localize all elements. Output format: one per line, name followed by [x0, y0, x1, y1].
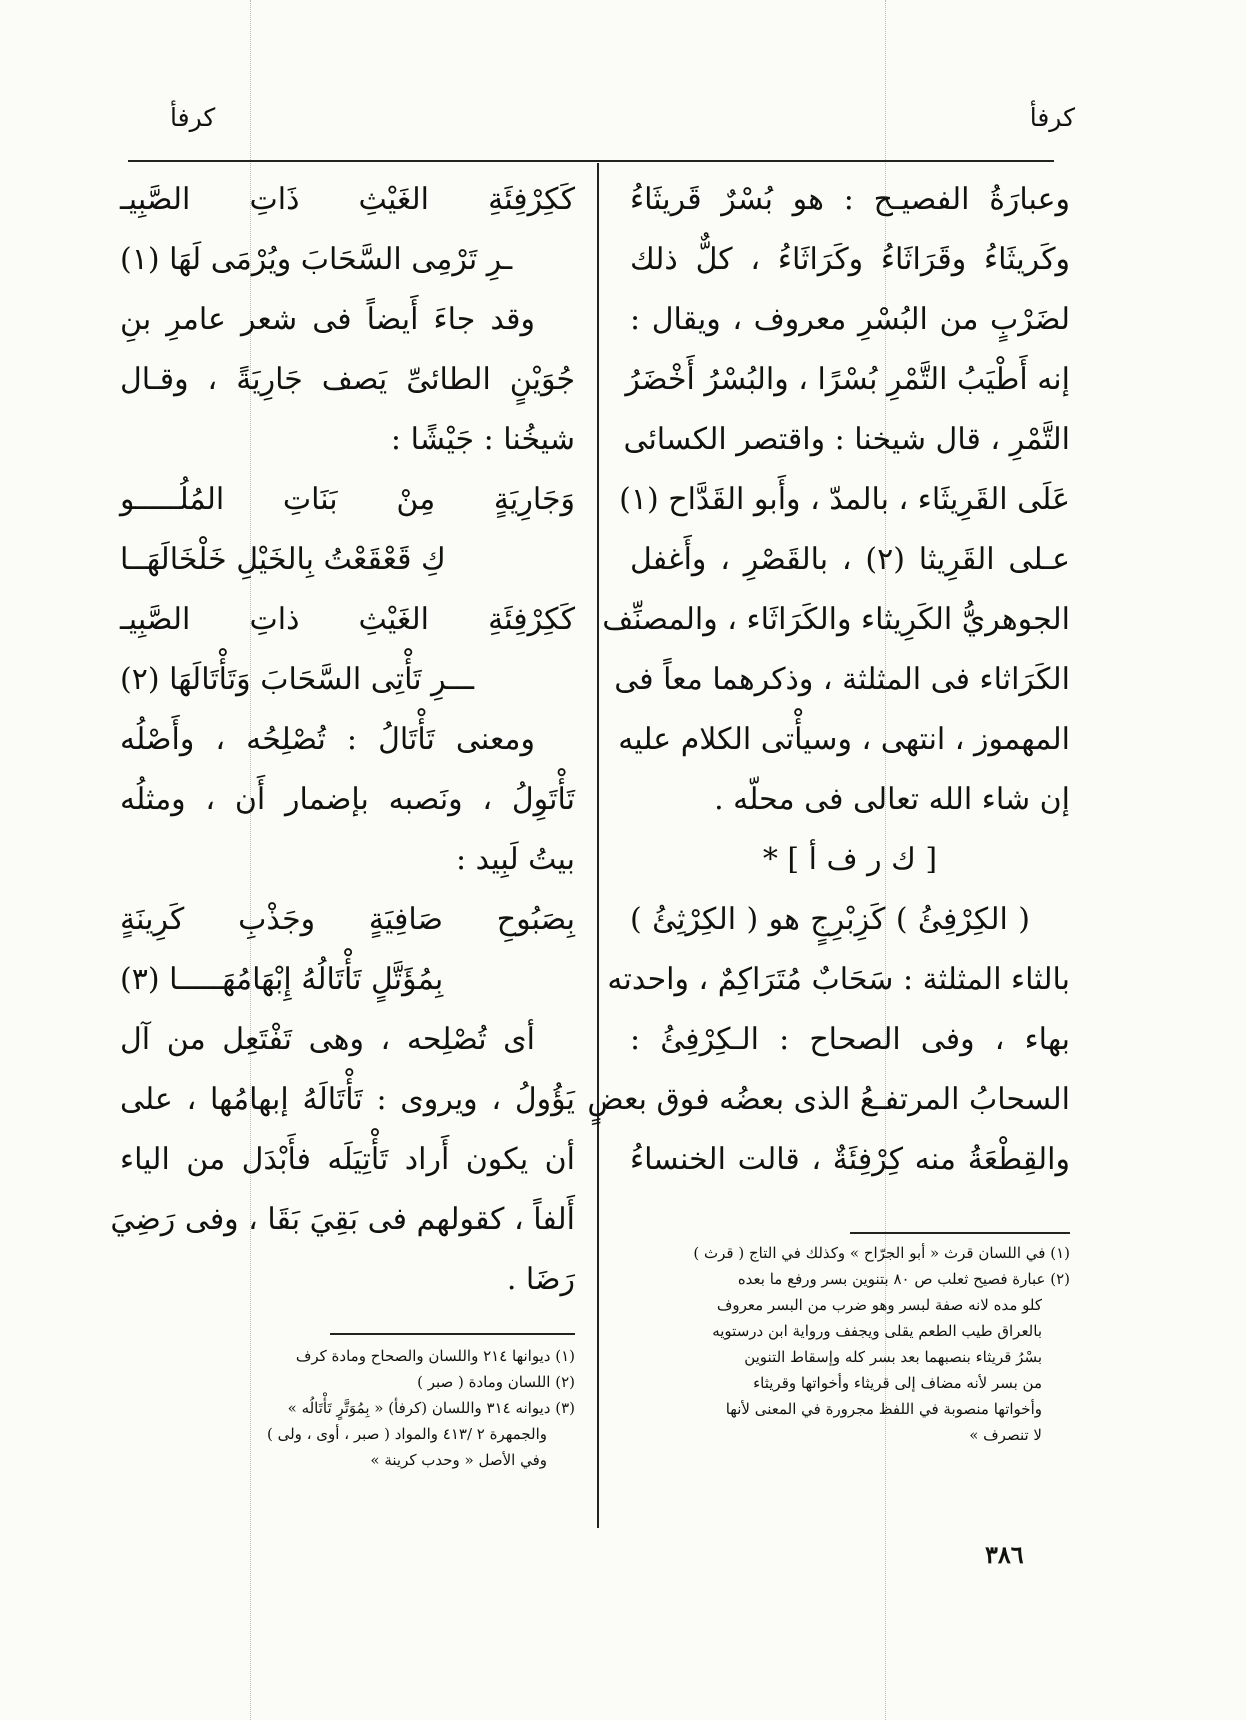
verse-line: ـرِ تَرْمِى السَّحَابَ ويُرْمَى لَهَا (١) — [120, 242, 513, 277]
footnote: (٢) اللسان ومادة ( صبر ) — [417, 1373, 575, 1391]
footnote-continuation: وأخواتها منصوبة في اللفظ مجرورة في المعنى لأنها — [725, 1400, 1042, 1418]
verse-line: وَجَارِيَةٍ مِنْ بَنَاتِ المُلُـــــو — [120, 482, 575, 517]
footnote-continuation: كلو مده لانه صفة لبسر وهو ضرب من البسر معروف — [716, 1296, 1042, 1314]
verse-line: بِمُؤَتَّلٍ تَأْتَالُهُ إِبْهَامُهَـــــا (٣) — [120, 962, 444, 997]
footnote-rule — [330, 1333, 575, 1335]
text-line: وكَريثَاءُ وقَرَاثَاءُ وكَرَاثَاءُ ، كلٌّ ذلك — [630, 242, 1070, 277]
right-column — [587, 170, 1071, 1190]
running-header-left: كرفأ — [170, 103, 216, 132]
page-number: ٣٨٦ — [985, 1540, 1024, 1569]
text-line: السحابُ المرتفـعُ الذى بعضُه فوق بعضٍ — [587, 1082, 1070, 1117]
footnotes-left — [150, 1343, 575, 1473]
header-rule — [128, 160, 1054, 162]
text-line: شيخُنا : جَيْشًا : — [390, 422, 575, 457]
text-line: ( الكِرْفِئُ ) كَزِبْرِجٍ هو ( الكِرْثِئُ ) — [630, 902, 1030, 937]
text-line: تَأْتَوِلُ ، ونَصبه بإضمار أَن ، ومثلُه — [120, 782, 575, 817]
text-line: عـلى القَرِيثا (٢) ، بالقَصْرِ ، وأَغفل — [630, 542, 1071, 577]
column-divider — [597, 163, 599, 1528]
text-line: الكَرَاثاء فى المثلثة ، وذكرهما معاً فى — [614, 662, 1070, 697]
text-line: أن يكون أَراد تَأْتِيَلَه فأَبْدَل من الياء — [120, 1142, 575, 1177]
text-line: أى تُصْلِحه ، وهى تَفْتَعِل من آل — [120, 1022, 535, 1057]
text-line: ومعنى تَأْتَالُ : تُصْلِحُه ، وأَصْلُه — [120, 722, 535, 757]
text-line: الجوهريُّ الكَرِيثاء والكَرَاثَاء ، والمصنِّف — [602, 602, 1070, 637]
footnote-continuation: من بسر لأنه مضاف إلى قريثاء وأخواتها وقريثاء — [753, 1374, 1042, 1392]
text-line: يَؤُولُ ، ويروى : تَأْتَالَهُ إبهامُها ، على — [120, 1082, 575, 1117]
running-header-right: كرفأ — [1029, 103, 1075, 132]
text-line: أَلفاً ، كقولهم فى بَقِيَ بَقَا ، وفى رَضِيَ — [110, 1202, 575, 1237]
text-line: لضَرْبٍ من البُسْرِ معروف ، ويقال : — [630, 302, 1070, 337]
text-line: إنه أَطْيَبُ التَّمْرِ بُسْرًا ، والبُسْرُ أَخْضَرُ — [625, 362, 1070, 397]
text-line: عَلَى القَرِيثَاء ، بالمدّ ، وأَبو القَدَّاح (١) — [619, 482, 1070, 517]
footnote-rule — [850, 1232, 1070, 1234]
text-line: والقِطْعَةُ منه كِرْفِئَةٌ ، قالت الخنساءُ — [630, 1142, 1070, 1177]
text-line: بهاء ، وفى الصحاح : الـكِرْفِئُ : — [630, 1022, 1070, 1057]
verse-line: بِصَبُوحِ صَافِيَةٍ وجَذْبِ كَرِينَةٍ — [120, 902, 575, 937]
footnote-continuation: وفي الأصل « وحدب كرينة » — [370, 1451, 547, 1469]
text-line: بالثاء المثلثة : سَحَابٌ مُتَرَاكِمٌ ، واحدته — [607, 962, 1070, 997]
text-line: وقد جاءَ أَيضاً فى شعر عامرِ بنِ — [120, 302, 535, 337]
footnote: (١) في اللسان قرث « أبو الجرّاح » وكذلك في التاج ( قرث ) — [693, 1244, 1070, 1262]
left-column — [110, 170, 575, 1310]
footnote-continuation: بسْرُ قريثاء بنصبهما بعد بسر كله وإسقاط التنوين — [744, 1348, 1042, 1366]
entry-heading: [ ك ر ف أ ] * — [762, 842, 938, 877]
footnote-continuation: بالعراق طيب الطعم يقلى ويجفف ورواية ابن درستويه — [712, 1322, 1042, 1340]
footnotes-right — [615, 1240, 1070, 1448]
text-line: رَضَا . — [506, 1262, 575, 1297]
footnote: (٢) عبارة فصيح ثعلب ص ٨٠ بتنوين بسر ورفع ما بعده — [737, 1270, 1070, 1288]
verse-line: ـــرِ تَأْتِى السَّحَابَ وَتَأْتَالَهَا (٢) — [120, 662, 475, 697]
text-line: المهموز ، انتهى ، وسيأْتى الكلام عليه — [618, 722, 1070, 757]
text-line: بيتُ لَبِيد : — [455, 842, 575, 877]
verse-line: كَكِرْفِئَةِ الغَيْثِ ذَاتِ الصَّبِيـ — [120, 182, 575, 217]
text-line: إن شاء الله تعالى فى محلّه . — [714, 782, 1070, 817]
footnote: (١) ديوانها ٢١٤ واللسان والصحاح ومادة كرف — [295, 1347, 575, 1365]
text-line: جُوَيْنٍ الطائىِّ يَصف جَارِيَةً ، وقـال — [120, 362, 575, 397]
text-line: وعبارَةُ الفصيـح : هو بُسْرٌ قَريثَاءُ — [630, 182, 1070, 217]
footnote: (٣) ديوانه ٣١٤ واللسان (كرفأ) « بِمُوَتَّرٍ تَأْتَالُه » — [287, 1399, 575, 1417]
text-line: التَّمْرِ ، قال شيخنا : واقتصر الكسائى — [623, 422, 1070, 457]
verse-line: كَكِرْفِئَةِ الغَيْثِ ذاتِ الصَّبِيـ — [120, 602, 575, 637]
footnote-continuation: والجمهرة ٢ /٤١٣ والمواد ( صبر ، أوى ، ولى ) — [266, 1425, 547, 1443]
verse-line: كِ قَعْقَعْتُ بِالخَيْلِ خَلْخَالَهَــا — [120, 542, 446, 577]
footnote-continuation: لا تنصرف » — [969, 1426, 1042, 1444]
